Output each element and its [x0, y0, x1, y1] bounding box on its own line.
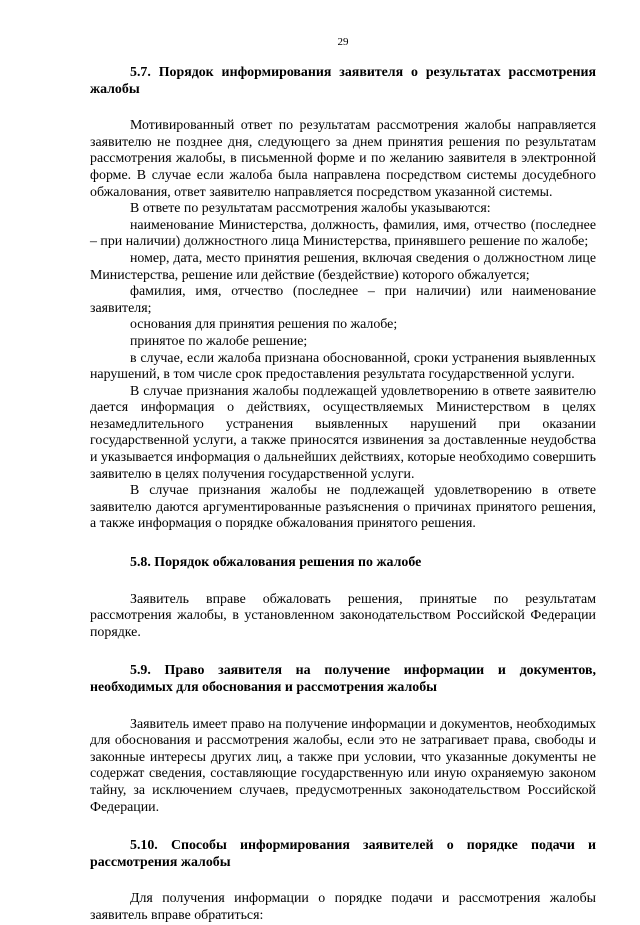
- section-heading-5-10: 5.10. Способы информирования заявителей о порядке подачи и рассмотрения жалобы: [90, 838, 596, 870]
- paragraph: Заявитель вправе обжаловать решения, принятые по результатам рассмотрения жалобы, в установленном законодательством Российской Федерации порядке.: [90, 591, 596, 640]
- section-heading-5-9: 5.9. Право заявителя на получение информации и документов, необходимых для обоснования и рассмотрения жалобы: [90, 663, 596, 695]
- list-item: основания для принятия решения по жалобе;: [130, 317, 398, 333]
- paragraph: Мотивированный ответ по результатам рассмотрения жалобы направляется заявителю не позднее дня, следующего за днем принятия решения по результатам рассмотрения жалобы, в письменной форме и по желанию заявителя в электронной форме. В случае если жалоба была направлена посредством системы досудебного обжалования, ответ заявителю направляется посредством указанной системы.: [90, 118, 596, 200]
- list-item: в случае, если жалоба признана обоснованной, сроки устранения выявленных нарушений, в том числе срок предоставления результата государственной услуги.: [90, 350, 596, 383]
- paragraph: В ответе по результатам рассмотрения жалобы указываются:: [130, 201, 491, 217]
- list-item: фамилия, имя, отчество (последнее – при наличии) или наименование заявителя;: [90, 284, 596, 316]
- list-item: принятое по жалобе решение;: [130, 333, 308, 349]
- page-number: 29: [337, 36, 349, 48]
- section-heading-5-8: 5.8. Порядок обжалования решения по жалобе: [130, 555, 422, 571]
- list-item: номер, дата, место принятия решения, включая сведения о должностном лице Министерства, решение или действие (бездействие) которого обжалуется;: [90, 250, 596, 283]
- paragraph: В случае признания жалобы не подлежащей удовлетворению в ответе заявителю даются аргументированные разъяснения о причинах принятого решения, а также информация о порядке обжалования принятого решения.: [90, 483, 596, 532]
- document-page: [90, 36, 596, 925]
- paragraph: Заявитель имеет право на получение информации и документов, необходимых для обоснования и рассмотрения жалобы, если это не затрагивает права, свободы и законные интересы других лиц, а также при условии, что указанные документы не содержат сведения, составляющие государственную или иную охраняемую законом тайну, за исключением случаев, предусмотренных законодательством Российской Федерации.: [90, 716, 596, 815]
- list-item: наименование Министерства, должность, фамилия, имя, отчество (последнее – при наличии) должностного лица Министерства, принявшего решение по жалобе;: [90, 217, 596, 250]
- section-heading-5-7: 5.7. Порядок информирования заявителя о результатах рассмотрения жалобы: [90, 65, 596, 97]
- paragraph: Для получения информации о порядке подачи и рассмотрения жалобы заявитель вправе обратиться:: [90, 891, 596, 923]
- paragraph: В случае признания жалобы подлежащей удовлетворению в ответе заявителю дается информация о действиях, осуществляемых Министерством в целях незамедлительного устранения выявленных нарушений при оказании государственной услуги, а также приносятся извинения за доставленные неудобства и указывается информация о дальнейших действиях, которые необходимо совершить заявителю в целях получения государственной услуги.: [90, 383, 596, 482]
